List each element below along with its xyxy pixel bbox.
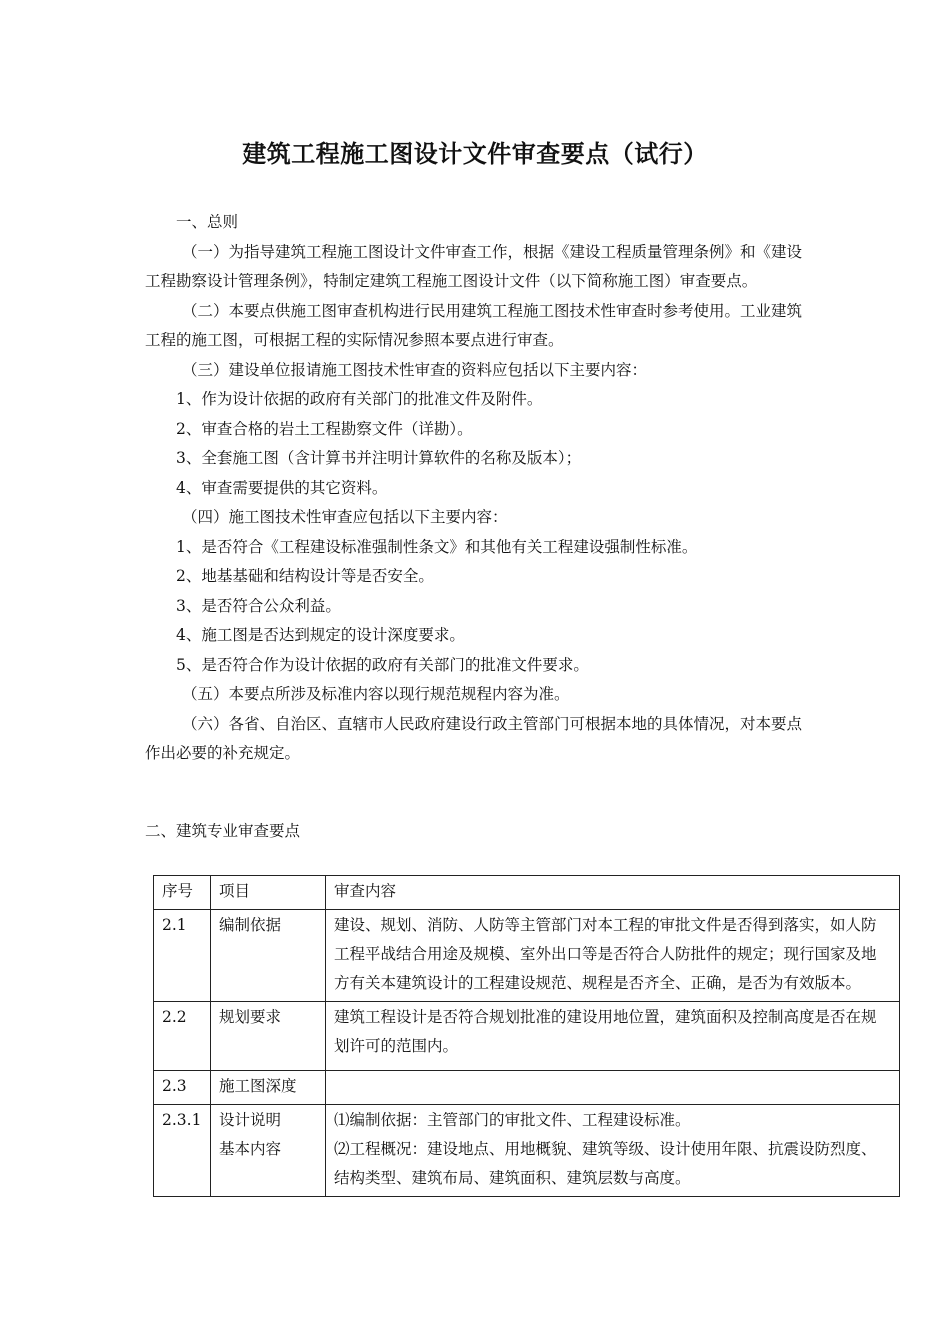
content-item: ⑴编制依据：主管部门的审批文件、工程建设标准。 — [334, 1111, 691, 1129]
table-row — [154, 910, 900, 1002]
row-content: 建设、规划、消防、人防等主管部门对本工程的审批文件是否得到落实，如人防工程平战结合用途及规模、室外出口等是否符合人防批件的规定；现行国家及地方有关本建筑设计的工程建设规范、规程是否齐全、正确，是否为有效版本。 — [326, 910, 900, 1002]
general-provisions — [145, 208, 805, 769]
row-item: 设计说明 基本内容 — [211, 1105, 326, 1197]
list-item: 1、是否符合《工程建设标准强制性条文》和其他有关工程建设强制性标准。 — [176, 537, 698, 556]
row-number: 2.2 — [154, 1002, 211, 1071]
section-heading: 二、建筑专业审查要点 — [145, 822, 301, 840]
header-cell: 项目 — [211, 876, 326, 910]
paragraph: （六）各省、自治区、直辖市人民政府建设行政主管部门可根据本地的具体情况，对本要点作出必要的补充规定。 — [145, 714, 803, 762]
section-heading: 一、总则 — [176, 213, 239, 231]
review-table — [153, 875, 900, 1197]
row-number: 2.1 — [154, 910, 211, 1002]
row-content — [326, 1071, 900, 1105]
header-cell: 审查内容 — [326, 876, 900, 910]
list-item: 4、施工图是否达到规定的设计深度要求。 — [176, 626, 465, 644]
list-item: 2、审查合格的岩土工程勘察文件（详勘）。 — [176, 419, 473, 438]
header-cell: 序号 — [154, 876, 211, 910]
table-row — [154, 1002, 900, 1071]
row-content — [326, 1105, 900, 1197]
list-item: 5、是否符合作为设计依据的政府有关部门的批准文件要求。 — [176, 655, 589, 674]
content-item: ⑵工程概况：建设地点、用地概貌、建筑等级、设计使用年限、抗震设防烈度、结构类型、建筑布局、建筑面积、建筑层数与高度。 — [334, 1140, 877, 1187]
paragraph: （四）施工图技术性审查应包括以下主要内容： — [182, 508, 508, 526]
row-number: 2.3 — [154, 1071, 211, 1105]
row-number: 2.3.1 — [154, 1105, 211, 1197]
paragraph: （五）本要点所涉及标准内容以现行规范规程内容为准。 — [182, 685, 570, 703]
paragraph: （三）建设单位报请施工图技术性审查的资料应包括以下主要内容： — [182, 360, 648, 379]
list-item: 1、作为设计依据的政府有关部门的批准文件及附件。 — [176, 390, 543, 408]
row-item: 编制依据 — [211, 910, 326, 1002]
paragraph: （一）为指导建筑工程施工图设计文件审查工作，根据《建设工程质量管理条例》和《建设工程勘察设计管理条例》，特制定建筑工程施工图设计文件（以下简称施工图）审查要点。 — [145, 242, 803, 290]
list-item: 2、地基基础和结构设计等是否安全。 — [176, 567, 434, 585]
table-row — [154, 1105, 900, 1197]
row-content: 建筑工程设计是否符合规划批准的建设用地位置，建筑面积及控制高度是否在规划许可的范围内。 — [326, 1002, 900, 1071]
list-item: 3、全套施工图（含计算书并注明计算软件的名称及版本）； — [176, 449, 582, 467]
table-header-row — [154, 876, 900, 910]
document-title: 建筑工程施工图设计文件审查要点（试行） — [242, 139, 708, 168]
row-item: 施工图深度 — [211, 1071, 326, 1105]
table-row — [154, 1071, 900, 1105]
paragraph: （二）本要点供施工图审查机构进行民用建筑工程施工图技术性审查时参考使用。工业建筑工程的施工图，可根据工程的实际情况参照本要点进行审查。 — [145, 301, 803, 349]
list-item: 4、审查需要提供的其它资料。 — [176, 478, 388, 497]
list-item: 3、是否符合公众利益。 — [176, 596, 341, 615]
row-item: 规划要求 — [211, 1002, 326, 1071]
